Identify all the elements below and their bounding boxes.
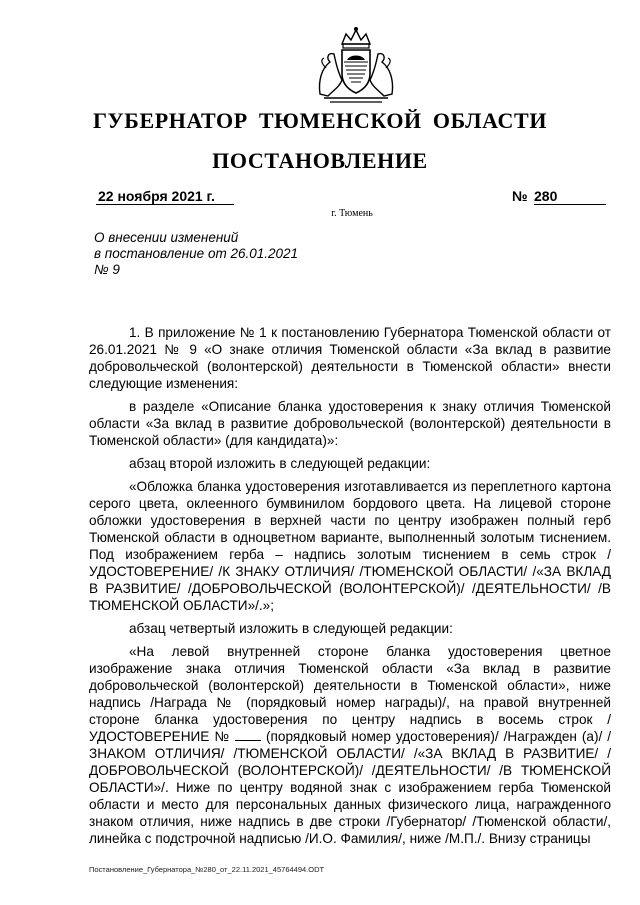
body-paragraph: абзац четвертый изложить в следующей редакции: — [129, 621, 453, 636]
blank-line — [235, 729, 261, 741]
subject-line: № 9 — [94, 262, 120, 277]
subject-line: О внесении изменений — [94, 230, 239, 245]
coat-of-arms-icon — [312, 24, 400, 106]
body-paragraph — [89, 643, 611, 847]
subject-line: в постановление от 26.01.2021 — [94, 246, 299, 261]
document-body — [89, 324, 611, 852]
file-footer: Постановление_Губернатора_№280_от_22.11.2021_45764494.ODT — [89, 865, 325, 874]
issue-city: г. Тюмень — [331, 208, 373, 219]
body-paragraph: в разделе «Описание бланка удостоверения к знаку отличия Тюменской области «За вклад в развитие добровольческой (волонтерской) деятельности в Тюменской области» (для кандидата)»: — [89, 399, 611, 448]
document-type-title: ПОСТАНОВЛЕНИЕ — [212, 148, 428, 173]
issuer-title: ГУБЕРНАТОР ТЮМЕНСКОЙ ОБЛАСТИ — [92, 108, 548, 133]
body-paragraph: «Обложка бланка удостоверения изготавливается из переплетного картона серого цвета, оклеенного бумвинилом бордового цвета. На лицевой стороне обложки удостоверения в верхней части по центру изображен полный герб Тюменской области в одноцветном варианте, выполненный золотым тиснением. Под изображением герба – надпись золотым тиснением в семь строк /УДОСТОВЕРЕНИЕ/ /К ЗНАКУ ОТЛИЧИЯ/ /ТЮМЕНСКОЙ ОБЛАСТИ/ /«ЗА ВКЛАД В РАЗВИТИЕ/ /ДОБРОВОЛЬЧЕСКОЙ (ВОЛОНТЕРСКОЙ)/ /ДЕЯТЕЛЬНОСТИ/ /В ТЮМЕНСКОЙ ОБЛАСТИ»/.»; — [89, 479, 611, 613]
document-date: 22 ноября 2021 г. — [96, 188, 234, 205]
body-paragraph: абзац второй изложить в следующей редакции: — [129, 456, 431, 471]
document-subject — [94, 230, 354, 278]
number-sign: № — [512, 188, 528, 204]
paragraph-text: «На левой внутренней стороне бланка удостоверения цветное изображение знака отличия Тюменской области «За вклад в развитие добровольческой (волонтерской) деятельности в Тюменской области», ниже надпись /Награда № (порядковый номер награды)/, на правой внутренней стороне бланка удостоверения по центру надпись в восемь строк /УДОСТОВЕРЕНИЕ № — [89, 644, 611, 744]
body-paragraph: 1. В приложение № 1 к постановлению Губернатора Тюменской области от 26.01.2021 № 9 «О знаке отличия Тюменской области «За вклад в развитие добровольческой (волонтерской) деятельности в Тюменской области» внести следующие изменения: — [89, 325, 611, 391]
document-number: 280 — [534, 188, 606, 205]
document-number-field — [512, 188, 608, 205]
paragraph-text: (порядковый номер удостоверения)/ /Награжден (а)/ /ЗНАКОМ ОТЛИЧИЯ/ /ТЮМЕНСКОЙ ОБЛАСТИ/ /«ЗА ВКЛАД В РАЗВИТИЕ/ /ДОБРОВОЛЬЧЕСКОЙ (ВОЛОНТЕРСКОЙ)/ /ДЕЯТЕЛЬНОСТИ/ /В ТЮМЕНСКОЙ ОБЛАСТИ»/. Ниже по центру водяной знак с изображением герба Тюменской области и место для персональных данных физического лица, награжденного знаком отличия, ниже надпись в две строки /Губернатор/ /Тюменской области/, линейка с подстрочной надписью /И.О. Фамилия/, ниже /М.П./. Внизу страницы — [89, 729, 612, 846]
